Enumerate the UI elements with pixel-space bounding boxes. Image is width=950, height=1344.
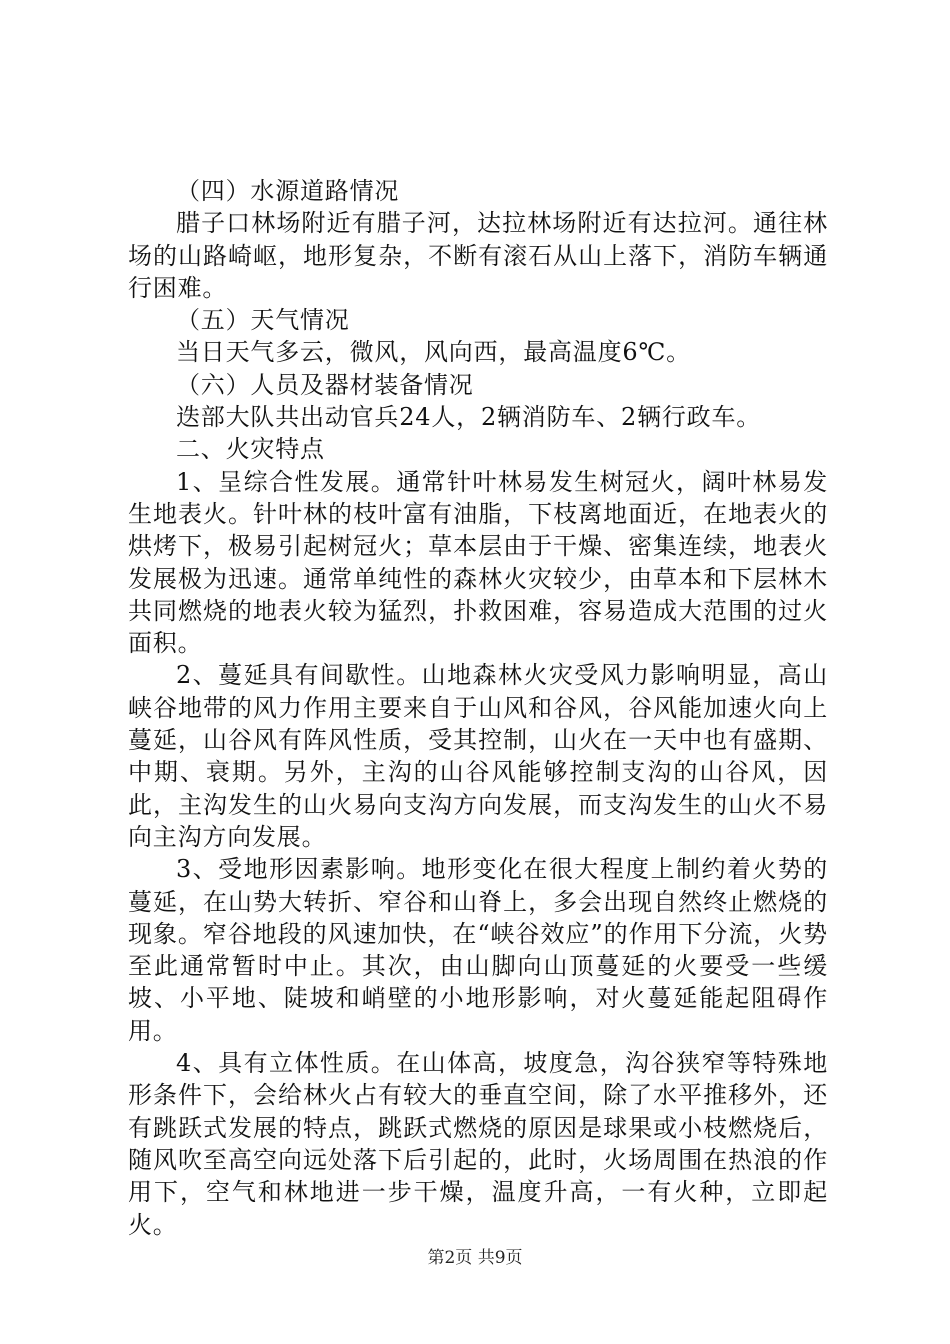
document-body <box>128 175 828 1241</box>
paragraph-characteristic-2: 2、蔓延具有间歇性。山地森林火灾受风力影响明显，高山峡谷地带的风力作用主要来自于山风和谷风，谷风能加速火向上蔓延，山谷风有阵风性质，受其控制，山火在一天中也有盛期、中期、衰期。另外，主沟的山谷风能够控制支沟的山谷风，因此，主沟发生的山火易向支沟方向发展，而支沟发生的山火不易向主沟方向发展。 <box>128 661 828 851</box>
section-heading-weather: （五）天气情况 <box>176 306 350 335</box>
paragraph-characteristic-1: 1、呈综合性发展。通常针叶林易发生树冠火，阔叶林易发生地表火。针叶林的枝叶富有油脂，下枝离地面近，在地表火的烘烤下，极易引起树冠火；草本层由于干燥、密集连续，地表火发展极为迅速。通常单纯性的森林火灾较少，由草本和下层林木共同燃烧的地表火较为猛烈，扑救困难，容易造成大范围的过火面积。 <box>128 467 828 658</box>
section-heading-personnel: （六）人员及器材装备情况 <box>176 370 474 399</box>
section-heading-fire-characteristics: 二、火灾特点 <box>176 435 325 464</box>
section-heading-water-roads: （四）水源道路情况 <box>176 177 400 205</box>
paragraph-water-roads: 腊子口林场附近有腊子河，达拉林场附近有达拉河。通往林场的山路崎岖，地形复杂，不断有滚石从山上落下，消防车辆通行困难。 <box>128 209 828 302</box>
page-number-footer: 第2页 共9页 <box>427 1248 523 1268</box>
paragraph-personnel: 迭部大队共出动官兵24人，2辆消防车、2辆行政车。 <box>176 403 762 432</box>
paragraph-characteristic-3: 3、受地形因素影响。地形变化在很大程度上制约着火势的蔓延，在山势大转折、窄谷和山脊上，多会出现自然终止燃烧的现象。窄谷地段的风速加快，在“峡谷效应”的作用下分流，火势至此通常暂时中止。其次，由山脚向山顶蔓延的火要受一些缓坡、小平地、陡坡和峭壁的小地形影响，对火蔓延能起阻碍作用。 <box>128 855 828 1045</box>
paragraph-characteristic-4: 4、具有立体性质。在山体高，坡度急，沟谷狭窄等特殊地形条件下，会给林火占有较大的垂直空间，除了水平推移外，还有跳跃式发展的特点，跳跃式燃烧的原因是球果或小枝燃烧后，随风吹至高空向远处落下后引起的，此时，火场周围在热浪的作用下，空气和林地进一步干燥，温度升高，一有火种，立即起火。 <box>128 1049 828 1239</box>
paragraph-weather: 当日天气多云，微风，风向西，最高温度6℃。 <box>176 338 691 367</box>
